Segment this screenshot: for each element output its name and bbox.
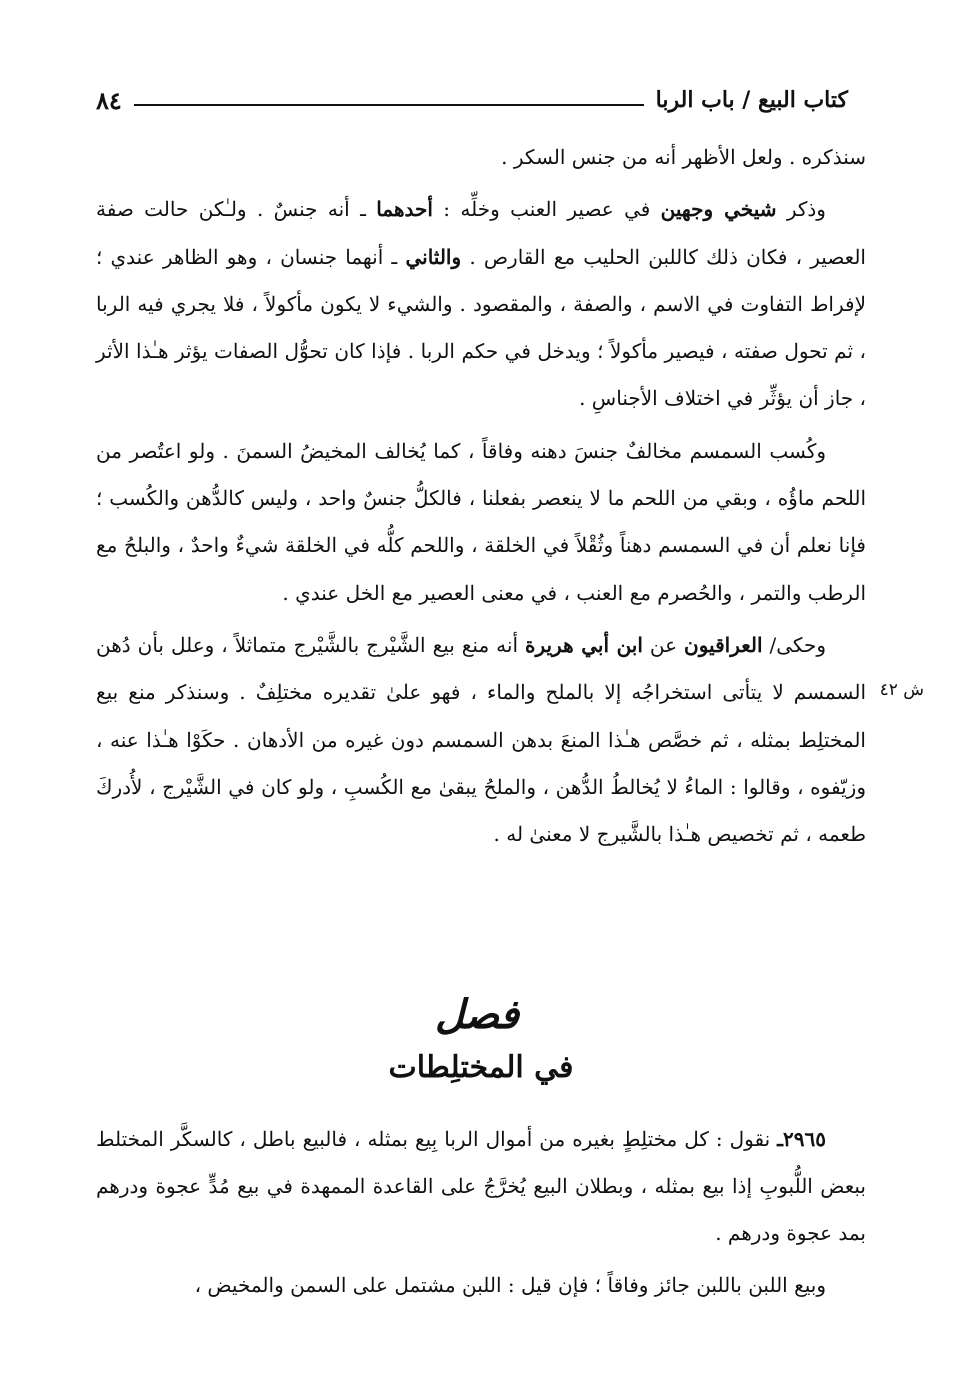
paragraph bbox=[96, 622, 866, 858]
margin-note: ش ٤٢ bbox=[879, 680, 924, 700]
page-number: ٨٤ bbox=[96, 85, 122, 115]
bold-term: العراقيون bbox=[684, 632, 763, 657]
main-text bbox=[96, 134, 866, 863]
text-run: عن bbox=[642, 632, 685, 657]
section-title: في المختلِطات bbox=[388, 1050, 574, 1085]
bold-term: شيخي وجهين bbox=[660, 197, 777, 222]
running-header bbox=[96, 84, 848, 116]
header-rule bbox=[134, 104, 644, 106]
text-run: ـ أنه جنسٌ . ولـٰكن حالت صفة العصير ، فكان ذلك كاللبن الحليب مع القارص . bbox=[96, 197, 866, 269]
text-run: أنه منع بيع الشَّيْرج بالشَّيْرج متماثلاً ، وعلل بأن دُهن السمسم لا يتأتى استخراجُه إلا بالملح والماء ، فهو علىٰ تقديره مختلِفٌ . وسنذكر منع بيع المختلِط بمثله ، ثم خصَّص هـٰذا المنعَ بدهن السمسم دون غيره من الأدهان . حكَوْا هـٰذا عنه ، وزيّفوه ، وقالوا : الماءُ لا يُخالطُ الدُّهن ، والملحُ يبقىٰ مع الكُسبِ ، ولو كان في الشَّيْرج ، لأُدركَ طعمه ، ثم تخصيص هـٰذا بالشَّيرج لا معنىٰ له . bbox=[96, 632, 866, 847]
paragraph bbox=[96, 1262, 866, 1309]
paragraph bbox=[96, 1116, 866, 1257]
text-run: وذكر bbox=[776, 197, 826, 222]
section-text bbox=[96, 1116, 866, 1314]
text-run: وبيع اللبن باللبن جائز وفاقاً ؛ فإن قيل : اللبن مشتمل على السمن والمخيض ، bbox=[194, 1273, 826, 1297]
paragraph bbox=[96, 134, 866, 181]
text-run: ـ أنهما جنسان ، وهو الظاهر عندي ؛ لإفراط التفاوت في الاسم ، والصفة ، والمقصود . والشيء لا يكون مأكولاً ، فلا يجري فيه الربا ، ثم تحول صفته ، فيصير مأكولاً ؛ ويدخل في حكم الربا . فإذا كان تحوُّل الصفات يؤثر هـٰذا الأثر ، جاز أن يؤثِّر في اختلاف الأجناسِ . bbox=[96, 244, 866, 411]
paragraph bbox=[96, 428, 866, 617]
paragraph bbox=[96, 186, 866, 422]
bold-term: أحدهما bbox=[376, 197, 433, 222]
text-run: وحكى/ bbox=[762, 632, 826, 657]
text-run: نقول : كل مختلِطٍ بغيره من أموال الربا بِيع بمثله ، فالبيع باطل ، كالسكَّر المختلط ببعض اللُّبوبِ إذا بيع بمثله ، وبطلان البيع يُخرَّجُ على القاعدة الممهدة في بيع مُدٍّ عجوة ودرهم بمد عجوة ودرهم . bbox=[96, 1127, 866, 1245]
header-title: كتاب البيع / باب الربا bbox=[655, 87, 848, 113]
bold-term: ابن أبي هريرة bbox=[524, 632, 643, 657]
fasl-ornament bbox=[377, 984, 577, 1044]
text-run: سنذكره . ولعل الأظهر أنه من جنس السكر . bbox=[501, 145, 866, 169]
fasl-calligraphy: فصل bbox=[434, 990, 520, 1038]
text-run: في عصير العنب وخلِّه : bbox=[432, 197, 661, 222]
bold-term: ٢٩٦٥ـ bbox=[777, 1127, 826, 1151]
text-run: وكُسب السمسم مخالفٌ جنسَ دهنه وفاقاً ، كما يُخالف المخيضُ السمنَ . ولو اعتُصر من اللحم ماؤُه ، وبقي من اللحم ما لا ينعصر بفعلنا ، فالكلُّ جنسٌ واحد ، وليس كالدُّهن والكُسب ؛ فإنا نعلم أن في السمسم دهناً وثُقْلاً في الخلقة ، واللحم كلُّه في الخلقة شيءٌ واحدٌ ، والبلحُ مع الرطب والتمر ، والحُصرم مع العنب ، في معنى العصير مع الخل عندي . bbox=[96, 438, 866, 605]
bold-term: والثاني bbox=[405, 244, 462, 269]
